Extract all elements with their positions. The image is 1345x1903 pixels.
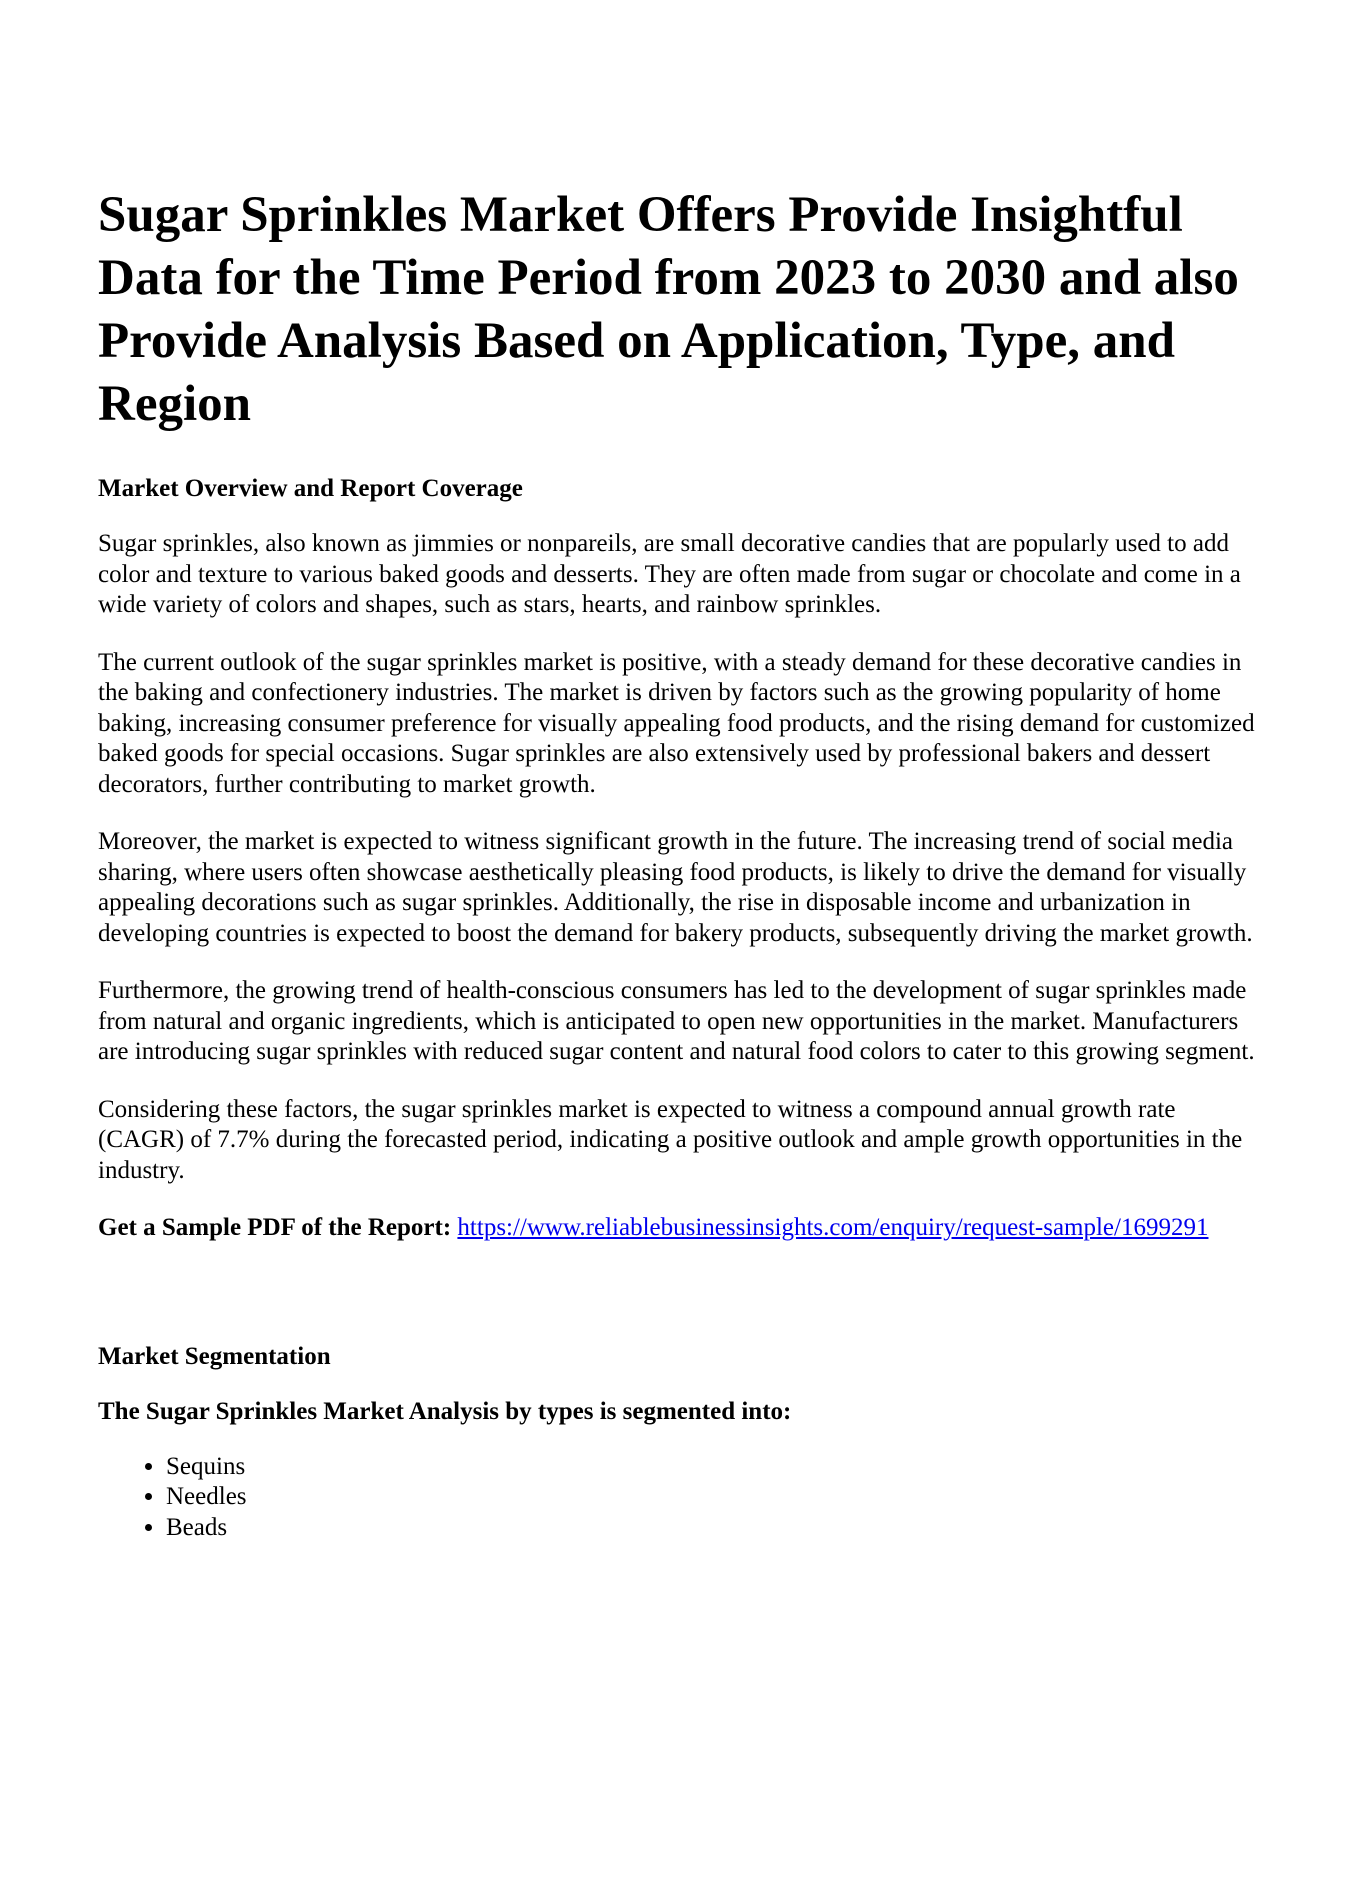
list-item: • Beads bbox=[166, 1513, 1258, 1544]
sample-pdf-label: Get a Sample PDF of the Report: bbox=[98, 1214, 452, 1241]
paragraph: Sugar sprinkles, also known as jimmies or nonpareils, are small decorative candies that are popularly used to add color and texture to various baked goods and desserts. They are often made from sugar or chocolate and come in a wide variety of colors and shapes, such as stars, hearts, and rainbow sprinkles. bbox=[98, 530, 1241, 618]
sample-pdf-line bbox=[98, 1213, 1258, 1244]
types-list bbox=[98, 1452, 1258, 1544]
overview-heading: Market Overview and Report Coverage bbox=[98, 475, 523, 502]
paragraph: The current outlook of the sugar sprinkles market is positive, with a steady demand for these decorative candies in the baking and confectionery industries. The market is driven by factors such as the growing popularity of home baking, increasing consumer preference for visually appealing food products, and the rising demand for customized baked goods for special occasions. Sugar sprinkles are also extensively used by professional bakers and dessert decorators, further contributing to market growth. bbox=[98, 648, 1255, 798]
paragraph: Moreover, the market is expected to witness significant growth in the future. The increasing trend of social media sharing, where users often showcase aesthetically pleasing food products, is likely to drive the demand for visually appealing decorations such as sugar sprinkles. Additionally, the rise in disposable income and urbanization in developing countries is expected to boost the demand for bakery products, subsequently driving the market growth. bbox=[98, 828, 1253, 947]
paragraph: Furthermore, the growing trend of health-conscious consumers has led to the development of sugar sprinkles made from natural and organic ingredients, which is anticipated to open new opportunities in the market. Manufacturers are introducing sugar sprinkles with reduced sugar content and natural food colors to cater to this growing segment. bbox=[98, 977, 1255, 1065]
page-title: Sugar Sprinkles Market Offers Provide Insightful Data for the Time Period from 2023 to 2030 and also Provide Analysis Based on Application, Type, and Region bbox=[98, 187, 1239, 432]
list-item: • Sequins bbox=[166, 1452, 1258, 1483]
paragraph: Considering these factors, the sugar sprinkles market is expected to witness a compound annual growth rate (CAGR) of 7.7% during the forecasted period, indicating a positive outlook and ample growth opportunities in the industry. bbox=[98, 1095, 1243, 1184]
types-heading: The Sugar Sprinkles Market Analysis by types is segmented into: bbox=[98, 1397, 792, 1425]
sample-pdf-link[interactable]: https://www.reliablebusinessinsights.com/enquiry/request-sample/1699291 bbox=[457, 1214, 1209, 1241]
segmentation-heading: Market Segmentation bbox=[98, 1342, 331, 1370]
document-page bbox=[98, 184, 1258, 1543]
list-item: • Needles bbox=[166, 1482, 1258, 1513]
